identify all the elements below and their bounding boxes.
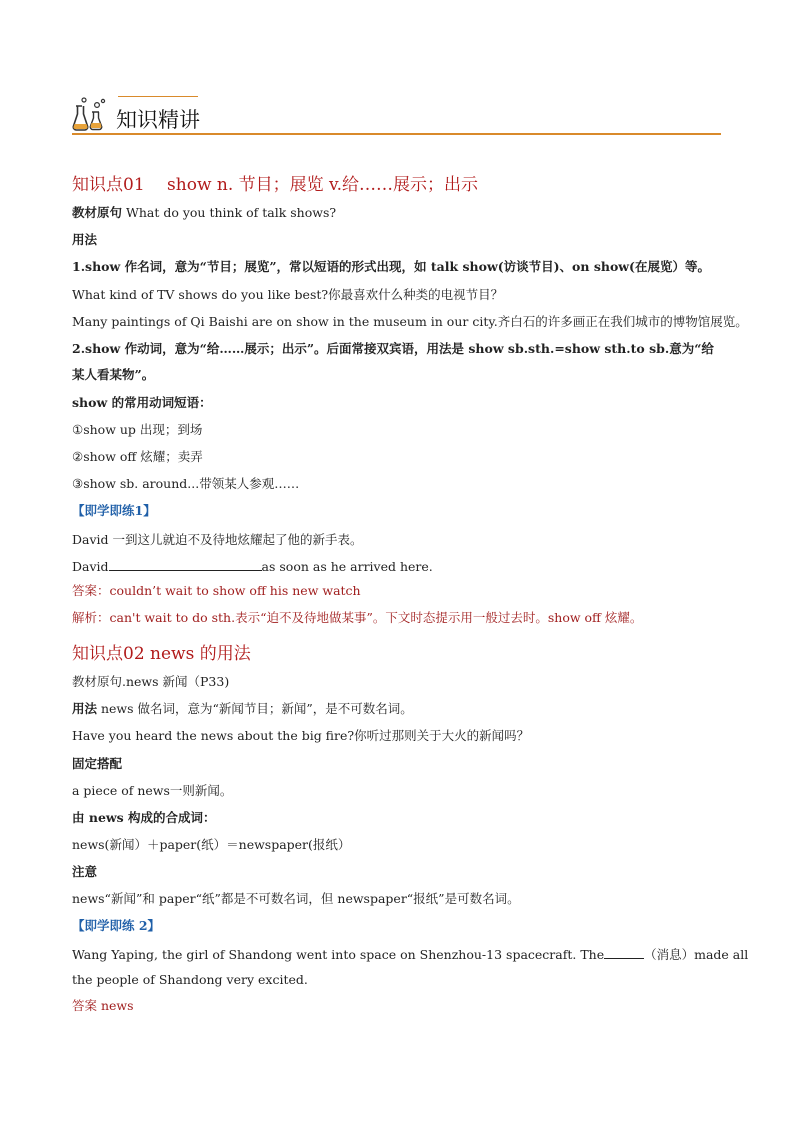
s2-question-1b: （消息）made all [644,947,749,962]
s2-question-2: the people of Shandong very excited. [72,972,308,987]
s2-fixed: a piece of news一则新闻。 [72,783,233,798]
s1-question-2a: David [72,559,109,574]
news-blank[interactable] [604,946,644,959]
s1-heading: 知识点01 show n. 节目；展览 v.给……展示；出示 [72,175,479,195]
s2-note: news“新闻”和 paper“纸”都是不可数名词，但 newspaper“报纸”是可数名词。 [72,891,520,906]
s2-question-1a: Wang Yaping, the girl of Shandong went into space on Shenzhou-13 spacecraft. The [72,947,605,962]
s1-usage-2a: 2.show 作动词，意为“给……展示；出示”。后面常接双宾语，用法是 show sb.sth.=show sth.to sb.意为“给 [72,341,714,356]
s2-answer: 答案 news [72,998,134,1013]
s1-usage-2b: 某人看某物”。 [72,367,155,382]
s1-example-2: Many paintings of Qi Baishi are on show in the museum in our city.齐白石的许多画正在我们城市的博物馆展览。 [72,314,748,329]
s1-phrase-2: ②show off 炫耀；卖弄 [72,449,203,464]
s2-compound-label: 由 news 构成的合成词： [72,810,216,825]
s1-example-1: What kind of TV shows do you like best?你最喜欢什么种类的电视节目？ [72,287,504,302]
s1-practice-label: 【即学即练1】 [72,503,156,518]
s1-question-1: David 一到这儿就迫不及待地炫耀起了他的新手表。 [72,532,363,547]
s2-usage-text: news 做名词，意为“新闻节目；新闻”，是不可数名词。 [97,701,413,716]
s2-heading: 知识点02 news 的用法 [72,644,251,664]
s2-example: Have you heard the news about the big fire?你听过那则关于大火的新闻吗？ [72,728,530,743]
s2-fixed-label: 固定搭配 [72,756,123,771]
s2-question-1 [72,946,748,963]
s2-source: 教材原句.news 新闻（P33) [72,674,230,689]
s1-source-text: What do you think of talk shows? [122,205,337,220]
s2-compound: news(新闻）＋paper(纸）＝newspaper(报纸） [72,837,351,852]
s2-practice-label: 【即学即练 2】 [72,918,161,933]
answer-blank[interactable] [109,558,262,571]
s1-question-2b: as soon as he arrived here. [261,559,433,574]
s2-usage [72,701,413,717]
flask-icon [72,96,112,132]
s1-source-label: 教材原句 [72,205,123,220]
s1-usage-label: 用法 [72,232,98,247]
header-rule [72,133,721,135]
s2-usage-label: 用法 [72,701,98,716]
s1-question-2 [72,558,433,575]
s1-phrase-1: ①show up 出现；到场 [72,422,203,437]
s1-usage-1: 1.show 作名词，意为“节目；展览”，常以短语的形式出现，如 talk show(访谈节目)、on show(在展览）等。 [72,259,710,274]
s1-answer: 答案：couldn’t wait to show off his new watch [72,583,361,598]
header-title: 知识精讲 [116,108,200,132]
header-top-line [118,96,198,97]
s1-analysis: 解析：can't wait to do sth.表示“迫不及待地做某事”。下文时态提示用一般过去时。show off 炫耀。 [72,610,643,625]
s2-note-label: 注意 [72,864,98,879]
s1-source [72,205,336,221]
s1-phrases-label: show 的常用动词短语： [72,395,212,410]
s1-phrase-3: ③show sb. around...带领某人参观…… [72,476,300,491]
